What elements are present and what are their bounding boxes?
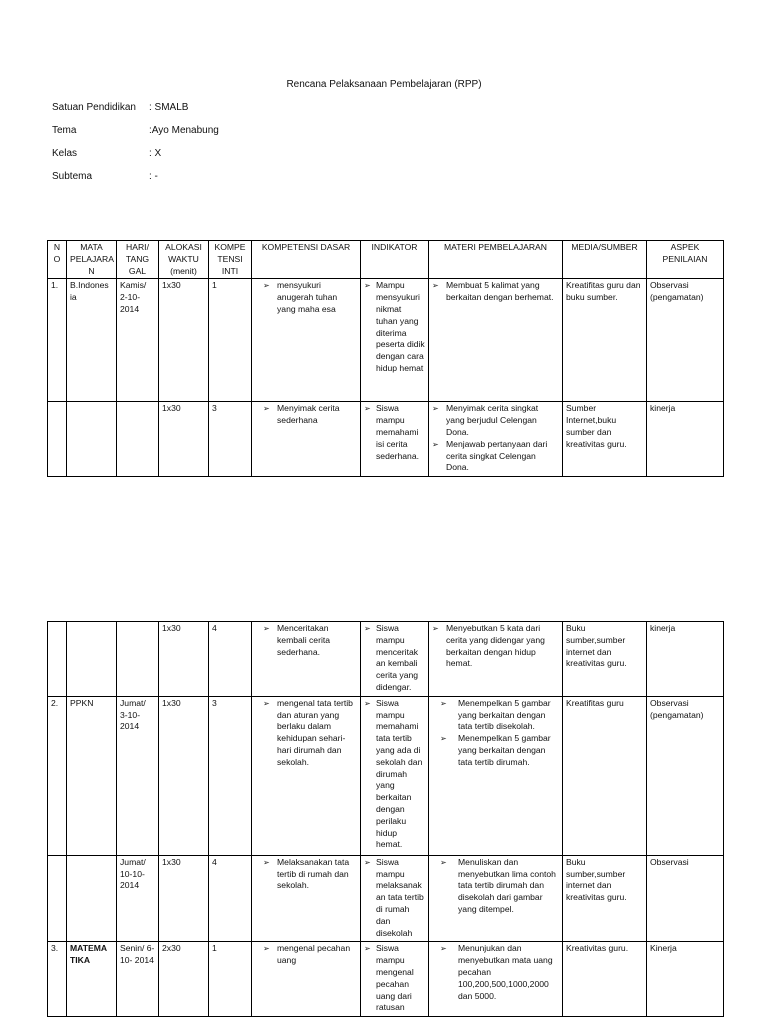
cell-ki: 4 bbox=[209, 855, 252, 942]
cell-hari: Jumat/ 10-10- 2014 bbox=[117, 855, 159, 942]
cell-aspek: Kinerja bbox=[647, 942, 724, 1017]
cell-materi bbox=[429, 855, 563, 942]
header-alokasi: ALOKASI WAKTU (menit) bbox=[159, 241, 209, 279]
meta-label: Satuan Pendidikan bbox=[52, 102, 136, 113]
meta-value: : X bbox=[149, 148, 162, 159]
table-row bbox=[48, 402, 724, 477]
cell-indikator bbox=[361, 279, 429, 402]
cell-indikator bbox=[361, 855, 429, 942]
cell-media: Buku sumber,sumber internet dan kreativitas guru. bbox=[563, 622, 647, 697]
cell-materi bbox=[429, 622, 563, 697]
cell-kd bbox=[252, 279, 361, 402]
header-aspek: ASPEK PENILAIAN bbox=[647, 241, 724, 279]
cell-media: Sumber Internet,buku sumber dan kreativitas guru. bbox=[563, 402, 647, 477]
cell-indikator bbox=[361, 696, 429, 855]
cell-mapel: MATEMA TIKA bbox=[67, 942, 117, 1017]
cell-kd bbox=[252, 942, 361, 1017]
cell-mapel bbox=[67, 402, 117, 477]
header-media: MEDIA/SUMBER bbox=[563, 241, 647, 279]
header-ki: KOMPE TENSI INTI bbox=[209, 241, 252, 279]
table-row bbox=[48, 942, 724, 1017]
rpp-table-page-1 bbox=[47, 240, 724, 477]
cell-aspek: kinerja bbox=[647, 622, 724, 697]
cell-no: 2. bbox=[48, 696, 67, 855]
table-row bbox=[48, 279, 724, 402]
cell-mapel: B.Indones ia bbox=[67, 279, 117, 402]
cell-media: Kreatifitas guru bbox=[563, 696, 647, 855]
cell-aspek: kinerja bbox=[647, 402, 724, 477]
cell-ki: 4 bbox=[209, 622, 252, 697]
cell-hari bbox=[117, 402, 159, 477]
cell-materi bbox=[429, 402, 563, 477]
cell-materi bbox=[429, 279, 563, 402]
bullet-item: ➢ Siswa mampu menceritak an kembali cerita yang didengar. bbox=[364, 623, 425, 694]
cell-aspek: Observasi (pengamatan) bbox=[647, 279, 724, 402]
cell-no: 3. bbox=[48, 942, 67, 1017]
bullet-item: ➢ Siswa mampu melaksanak an tata tertib di rumah dan disekolah bbox=[364, 857, 425, 940]
header-materi: MATERI PEMBELAJARAN bbox=[429, 241, 563, 279]
bullet-item: ➢ Menyimak cerita sederhana bbox=[255, 403, 357, 427]
cell-indikator bbox=[361, 402, 429, 477]
cell-alokasi: 1x30 bbox=[159, 279, 209, 402]
meta-value: :Ayo Menabung bbox=[149, 125, 219, 136]
cell-mapel bbox=[67, 622, 117, 697]
cell-ki: 1 bbox=[209, 279, 252, 402]
table-row bbox=[48, 855, 724, 942]
bullet-item: ➢ Menuliskan dan menyebutkan lima contoh tata tertib dirumah dan disekolah dari gambar yang ditempel. bbox=[432, 857, 559, 916]
cell-alokasi: 1x30 bbox=[159, 696, 209, 855]
header-indikator: INDIKATOR bbox=[361, 241, 429, 279]
header-no: N O bbox=[48, 241, 67, 279]
bullet-item: ➢ Siswa mampu memahami isi cerita sederhana. bbox=[364, 403, 425, 462]
cell-ki: 3 bbox=[209, 402, 252, 477]
cell-alokasi: 1x30 bbox=[159, 855, 209, 942]
header-mapel: MATA PELAJARA N bbox=[67, 241, 117, 279]
bullet-item: ➢ Membuat 5 kalimat yang berkaitan dengan berhemat. bbox=[432, 280, 559, 304]
cell-alokasi: 1x30 bbox=[159, 622, 209, 697]
cell-alokasi: 1x30 bbox=[159, 402, 209, 477]
cell-media: Kreatifitas guru dan buku sumber. bbox=[563, 279, 647, 402]
header-hari: HARI/ TANG GAL bbox=[117, 241, 159, 279]
table-row bbox=[48, 696, 724, 855]
cell-ki: 3 bbox=[209, 696, 252, 855]
meta-label: Tema bbox=[52, 125, 77, 136]
cell-kd bbox=[252, 855, 361, 942]
cell-no bbox=[48, 855, 67, 942]
bullet-item: ➢ Menyebutkan 5 kata dari cerita yang didengar yang berkaitan dengan hidup hemat. bbox=[432, 623, 559, 670]
bullet-item: ➢ Siswa mampu mengenal pecahan uang dari ratusan bbox=[364, 943, 425, 1014]
cell-alokasi: 2x30 bbox=[159, 942, 209, 1017]
cell-materi bbox=[429, 696, 563, 855]
cell-indikator bbox=[361, 622, 429, 697]
bullet-item: ➢ Menempelkan 5 gambar yang berkaitan dengan tata tertib disekolah. bbox=[432, 698, 559, 733]
page-title: Rencana Pelaksanaan Pembelajaran (RPP) bbox=[286, 79, 482, 90]
bullet-item: ➢ Menyimak cerita singkat yang berjudul Celengan Dona. bbox=[432, 403, 559, 438]
cell-hari bbox=[117, 622, 159, 697]
bullet-item: ➢ Menunjukan dan menyebutkan mata uang pecahan 100,200,500,1000,2000 dan 5000. bbox=[432, 943, 559, 1002]
bullet-item: ➢ mengenal pecahan uang bbox=[255, 943, 357, 967]
cell-ki: 1 bbox=[209, 942, 252, 1017]
meta-value: : - bbox=[149, 171, 158, 182]
cell-mapel: PPKN bbox=[67, 696, 117, 855]
cell-aspek: Observasi (pengamatan) bbox=[647, 696, 724, 855]
rpp-table-page-2 bbox=[47, 621, 724, 1017]
cell-indikator bbox=[361, 942, 429, 1017]
meta-value: : SMALB bbox=[149, 102, 189, 113]
table-header-row bbox=[48, 241, 724, 279]
cell-hari: Jumat/ 3-10- 2014 bbox=[117, 696, 159, 855]
header-kd: KOMPETENSI DASAR bbox=[252, 241, 361, 279]
bullet-item: ➢ Menceritakan kembali cerita sederhana. bbox=[255, 623, 357, 658]
cell-kd bbox=[252, 402, 361, 477]
cell-kd bbox=[252, 696, 361, 855]
bullet-item: ➢ Menempelkan 5 gambar yang berkaitan dengan tata tertib dirumah. bbox=[432, 733, 559, 768]
cell-mapel bbox=[67, 855, 117, 942]
bullet-item: ➢ mensyukuri anugerah tuhan yang maha esa bbox=[255, 280, 357, 315]
cell-no bbox=[48, 622, 67, 697]
cell-aspek: Observasi bbox=[647, 855, 724, 942]
meta-label: Kelas bbox=[52, 148, 78, 159]
bullet-item: ➢ Melaksanakan tata tertib di rumah dan sekolah. bbox=[255, 857, 357, 892]
cell-hari: Senin/ 6-10- 2014 bbox=[117, 942, 159, 1017]
cell-no: 1. bbox=[48, 279, 67, 402]
cell-no bbox=[48, 402, 67, 477]
bullet-item: ➢ Mampu mensyukuri nikmat tuhan yang diterima peserta didik dengan cara hidup hemat bbox=[364, 280, 425, 374]
cell-media: Buku sumber,sumber internet dan kreativitas guru. bbox=[563, 855, 647, 942]
cell-hari: Kamis/ 2-10- 2014 bbox=[117, 279, 159, 402]
bullet-item: ➢ Siswa mampu memahami tata tertib yang ada di sekolah dan dirumah yang berkaitan dengan perilaku hidup hemat. bbox=[364, 698, 425, 851]
bullet-item: ➢ mengenal tata tertib dan aturan yang berlaku dalam kehidupan sehari-hari dirumah dan sekolah. bbox=[255, 698, 357, 769]
cell-media: Kreativitas guru. bbox=[563, 942, 647, 1017]
table-row bbox=[48, 622, 724, 697]
meta-label: Subtema bbox=[52, 171, 93, 182]
cell-materi bbox=[429, 942, 563, 1017]
bullet-item: ➢ Menjawab pertanyaan dari cerita singkat Celengan Dona. bbox=[432, 439, 559, 474]
cell-kd bbox=[252, 622, 361, 697]
